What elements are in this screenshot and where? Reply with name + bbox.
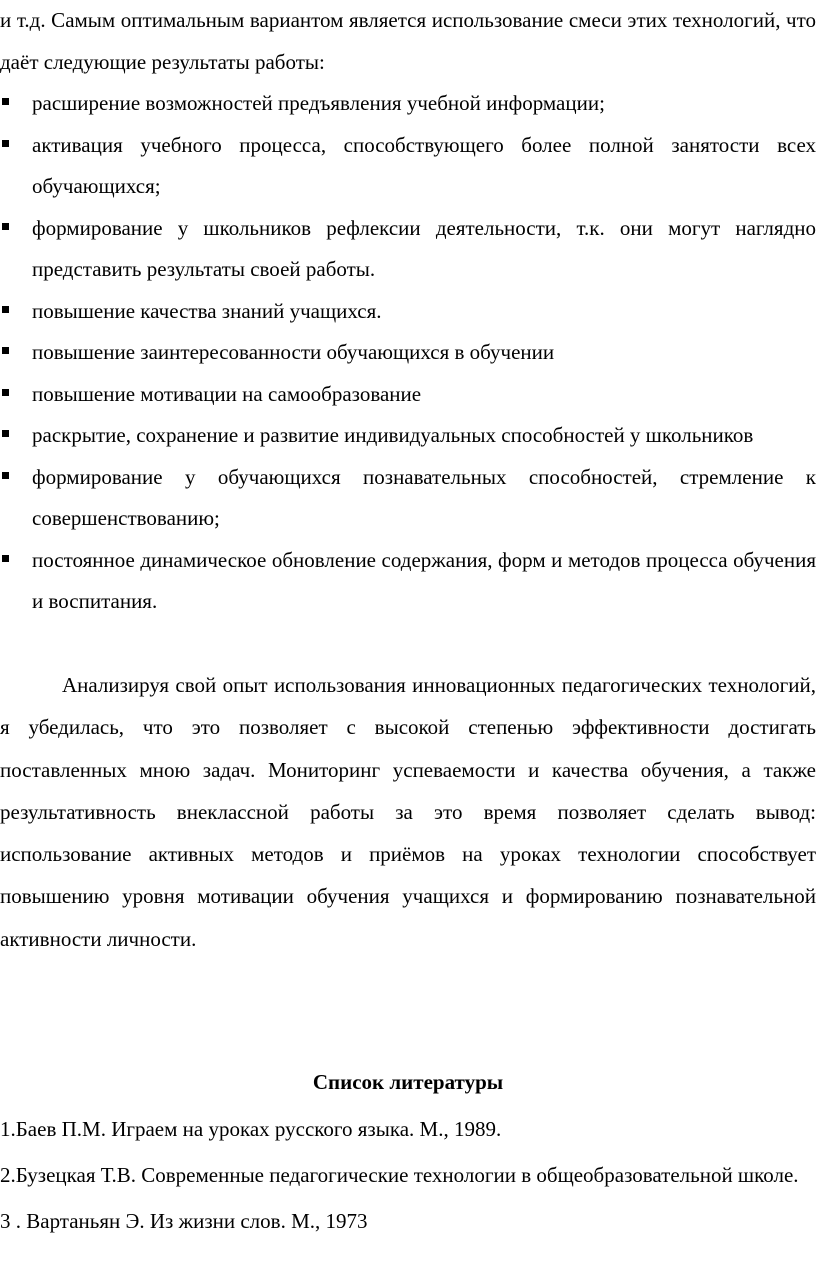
list-item: активация учебного процесса, способствующего более полной занятости всех обучающихся; bbox=[0, 125, 816, 208]
list-item: формирование у школьников рефлексии деятельности, т.к. они могут наглядно представить результаты своей работы. bbox=[0, 208, 816, 291]
list-item: повышение мотивации на самообразование bbox=[0, 374, 816, 416]
reference-item: 1.Баев П.М. Играем на уроках русского языка. М., 1989. bbox=[0, 1117, 502, 1141]
reference-item: 3 . Вартаньян Э. Из жизни слов. М., 1973 bbox=[0, 1209, 368, 1233]
reference-item: 2.Бузецкая Т.В. Современные педагогические технологии в общеобразовательной школе. bbox=[0, 1163, 799, 1187]
analysis-paragraph: Анализируя свой опыт использования инновационных педагогических технологий, я убедилась, что это позволяет с высокой степенью эффективности достигать поставленных мною задач. Мониторинг успеваемости и качества обучения, а также результативность внеклассной работы за это время позволяет сделать вывод: использование активных методов и приёмов на уроках технологии способствует повышению уровня мотивации обучения учащихся и формированию познавательной активности личности. bbox=[0, 673, 816, 951]
intro-paragraph: и т.д. Самым оптимальным вариантом является использование смеси этих технологий, что даёт следующие результаты работы: bbox=[0, 8, 816, 74]
list-item: постоянное динамическое обновление содержания, форм и методов процесса обучения и воспитания. bbox=[0, 540, 816, 623]
list-item: повышение заинтересованности обучающихся в обучении bbox=[0, 332, 816, 374]
list-item: повышение качества знаний учащихся. bbox=[0, 291, 816, 333]
list-item: формирование у обучающихся познавательных способностей, стремление к совершенствованию; bbox=[0, 457, 816, 540]
results-list bbox=[0, 83, 816, 623]
list-item: расширение возможностей предъявления учебной информации; bbox=[0, 83, 816, 125]
references-heading: Список литературы bbox=[312, 1070, 504, 1094]
references-list bbox=[0, 1115, 816, 1235]
list-item: раскрытие, сохранение и развитие индивидуальных способностей у школьников bbox=[0, 415, 816, 457]
